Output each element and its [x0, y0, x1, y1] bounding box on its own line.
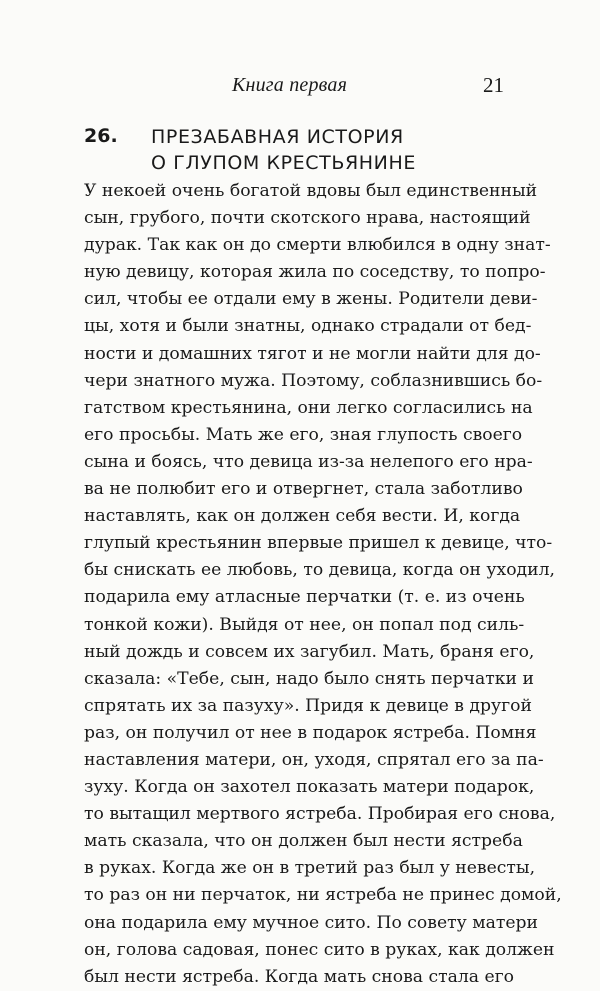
body-line: мать сказала, что он должен был нести ястреба [84, 831, 523, 852]
page-number: 21 [483, 73, 504, 97]
body-line: спрятать их за пазуху». Придя к девице в другой [84, 695, 532, 716]
body-line: зуху. Когда он захотел показать матери подарок, [84, 777, 535, 798]
story-body [84, 178, 562, 991]
body-line: бы снискать ее любовь, то девица, когда он уходил, [84, 560, 555, 581]
body-line: сына и боясь, что девица из-за нелепого его нра- [84, 451, 533, 472]
body-line: в руках. Когда же он в третий раз был у невесты, [84, 858, 536, 879]
body-line: ную девицу, которая жила по соседству, то попро- [84, 262, 546, 283]
body-line: У некоей очень богатой вдовы был единственный [84, 181, 538, 201]
body-line: ности и домашних тягот и не могли найти для до- [84, 343, 541, 364]
body-line: наставления матери, он, уходя, спрятал его за па- [84, 749, 544, 770]
body-line: гатством крестьянина, они легко согласились на [84, 397, 533, 418]
body-line: то вытащил мертвого ястреба. Пробирая его снова, [84, 804, 556, 825]
body-line: подарила ему атласные перчатки (т. е. из очень [84, 587, 525, 608]
body-line: сказала: «Тебе, сын, надо было снять перчатки и [84, 668, 534, 689]
body-line: глупый крестьянин впервые пришел к девице, что- [84, 533, 553, 554]
story-title-line: ПРЕЗАБАВНАЯ ИСТОРИЯ [151, 126, 404, 148]
body-line: сил, чтобы ее отдали ему в жены. Родители деви- [84, 289, 538, 310]
body-line: его просьбы. Мать же его, зная глупость своего [84, 424, 523, 445]
story-number: 26. [84, 125, 118, 147]
body-line: дурак. Так как он до смерти влюбился в одну знат- [84, 235, 551, 256]
body-line: ва не полюбит его и отвергнет, стала заботливо [84, 479, 523, 500]
body-line: то раз он ни перчаток, ни ястреба не принес домой, [84, 885, 562, 906]
body-line: цы, хотя и были знатны, однако страдали от бед- [84, 316, 532, 337]
body-line: она подарила ему мучное сито. По совету матери [84, 912, 538, 933]
story-title-line: О ГЛУПОМ КРЕСТЬЯНИНЕ [151, 152, 416, 174]
body-line: наставлять, как он должен себя вести. И, когда [84, 506, 521, 527]
book-title: Книга первая [232, 74, 348, 96]
body-line: он, голова садовая, понес сито в руках, как должен [84, 939, 555, 960]
body-line: ный дождь и совсем их загубил. Мать, браня его, [84, 641, 535, 662]
story-title [151, 124, 416, 176]
body-line: чери знатного мужа. Поэтому, соблазнившись бо- [84, 370, 543, 391]
body-line: тонкой кожи). Выйдя от нее, он попал под силь- [84, 614, 525, 635]
body-line: раз, он получил от нее в подарок ястреба. Помня [84, 722, 537, 743]
body-line: сын, грубого, почти скотского нрава, настоящий [84, 208, 531, 229]
body-line: был нести ястреба. Когда мать снова стала его [84, 966, 515, 987]
running-head [0, 74, 600, 104]
